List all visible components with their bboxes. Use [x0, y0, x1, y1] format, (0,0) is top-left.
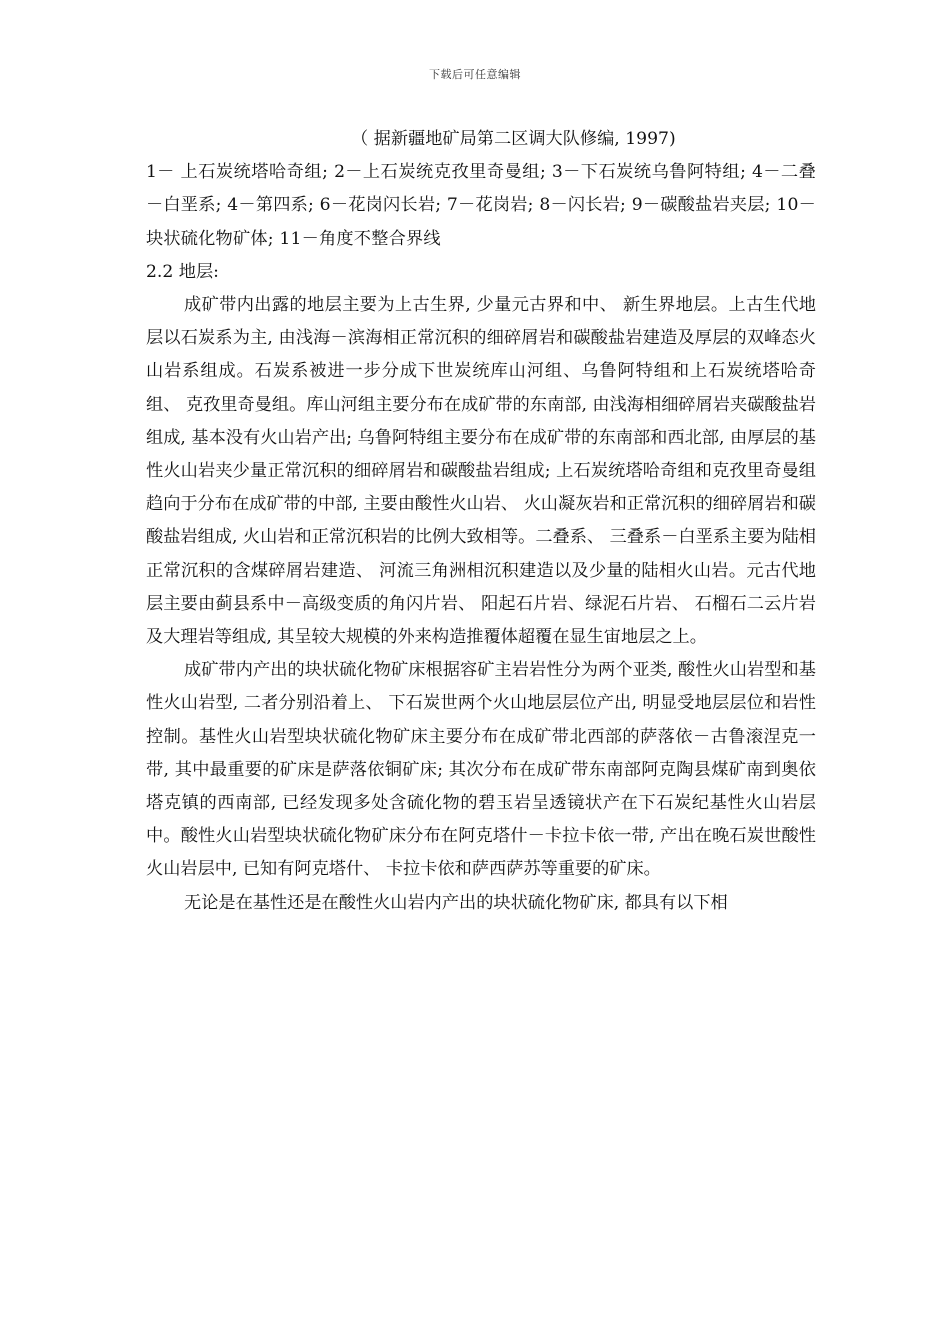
paragraph-strata: 成矿带内出露的地层主要为上古生界, 少量元古界和中、 新生界地层。上古生代地层以石炭系为主, 由浅海－滨海相正常沉积的细碎屑岩和碳酸盐岩建造及厚层的双峰态火山岩系组成。石炭系被进一步分成下世炭统库山河组、乌鲁阿特组和上石炭统塔哈奇组、 克孜里奇曼组。库山河组主要分布在成矿带的东南部, 由浅海相细碎屑岩夹碳酸盐岩组成, 基本没有火山岩产出; 乌鲁阿特组主要分布在成矿带的东南部和西北部, 由厚层的基性火山岩夹少量正常沉积的细碎屑岩和碳酸盐岩组成; 上石炭统塔哈奇组和克孜里奇曼组趋向于分布在成矿带的中部, 主要由酸性火山岩、 火山凝灰岩和正常沉积的细碎屑岩和碳酸盐岩组成, 火山岩和正常沉积岩的比例大致相等。二叠系、 三叠系－白垩系主要为陆相正常沉积的含煤碎屑岩建造、 河流三角洲相沉积建造以及少量的陆相火山岩。元古代地层主要由蓟县系中－高级变质的角闪片岩、 阳起石片岩、绿泥石片岩、 石榴石二云片岩及大理岩等组成, 其呈较大规模的外来构造推覆体超覆在显生宙地层之上。 — [146, 295, 816, 648]
page-header-note: 下载后可任意编辑 — [429, 68, 521, 81]
paragraph-deposits: 成矿带内产出的块状硫化物矿床根据容矿主岩岩性分为两个亚类, 酸性火山岩型和基性火山岩型, 二者分别沿着上、 下石炭世两个火山地层层位产出, 明显受地层层位和岩性控制。基性火山岩型块状硫化物矿床主要分布在成矿带北西部的萨落依－古鲁滚涅克一带, 其中最重要的矿床是萨落依铜矿床; 其次分布在成矿带东南部阿克陶县煤矿南到奥依塔克镇的西南部, 已经发现多处含硫化物的碧玉岩呈透镜状产在下石炭纪基性火山岩层中。酸性火山岩型块状硫化物矿床分布在阿克塔什－卡拉卡依一带, 产出在晚石炭世酸性火山岩层中, 已知有阿克塔什、 卡拉卡依和萨西萨苏等重要的矿床。 — [146, 660, 816, 880]
section-heading: 2.2 地层: — [146, 261, 219, 282]
document-body — [146, 123, 816, 920]
figure-source-caption: （ 据新疆地矿局第二区调大队修编, 1997) — [351, 129, 676, 149]
paragraph-features: 无论是在基性还是在酸性火山岩内产出的块状硫化物矿床, 都具有以下相 — [184, 892, 728, 913]
figure-legend: 1－ 上石炭统塔哈奇组; 2－上石炭统克孜里奇曼组; 3－下石炭统乌鲁阿特组; 4－二叠－白垩系; 4－第四系; 6－花岗闪长岩; 7－花岗岩; 8－闪长岩; 9－碳酸盐岩夹层; 10－块状硫化物矿体; 11－角度不整合界线 — [146, 162, 816, 249]
